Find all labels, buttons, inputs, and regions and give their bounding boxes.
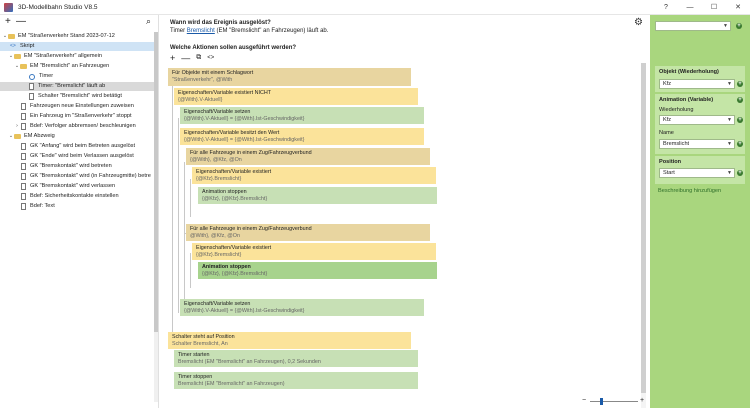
action-block-set-variable[interactable]: Eigenschaft/Variable setzen {@With}.V-Aktuell} = {@With}.Ist-Geschwindigkeit} (180, 107, 424, 124)
action-block-start-timer[interactable]: Timer starten Bremslicht (EM "Bremslicht" an Fahrzeugen), 0,2 Sekunden (174, 350, 418, 367)
zoom-in-button[interactable]: + (640, 397, 645, 404)
tree-item-event[interactable]: GK "Anfang" wird beim Betreten ausgelöst (0, 142, 158, 151)
add-icon[interactable]: + (737, 23, 741, 29)
action-block-condition[interactable]: Eigenschaften/Variable besitzt den Wert {@With}.V-Aktuell} = {@With}.Ist-Geschwindigkeit} (180, 128, 424, 145)
gear-icon[interactable]: ⚙ (634, 17, 643, 28)
trigger-description: Timer Bremslicht (EM "Bremslicht" an Fahrzeugen) läuft ab. (170, 28, 329, 34)
add-description-link[interactable]: Beschreibung hinzufügen (658, 188, 722, 194)
tree-item-event[interactable]: Bdef: Text (0, 202, 158, 211)
app-logo-icon (4, 3, 13, 12)
zoom-out-button[interactable]: − (582, 397, 587, 404)
document-icon (21, 113, 26, 120)
document-icon (21, 193, 26, 200)
tree-toolbar (0, 15, 158, 28)
action-block-foreach-vehicle[interactable]: Für alle Fahrzeuge in einem Zug/Fahrzeugverbund @With}, @Kfz, @On (186, 224, 430, 241)
add-icon[interactable]: + (738, 170, 742, 176)
chevron-down-icon[interactable]: ⌄ (8, 133, 14, 139)
chevron-down-icon: ▼ (727, 81, 732, 87)
trigger-question: Wann wird das Ereignis ausgelöst? (170, 20, 271, 26)
zoom-slider-track[interactable] (590, 401, 638, 402)
tree-item-folder[interactable]: ⌄ EM "Bremslicht" an Fahrzeugen (14, 63, 110, 69)
chevron-down-icon[interactable]: ⌄ (2, 33, 8, 39)
position-section: Position Start ▼ + (655, 156, 745, 184)
actions-question: Welche Aktionen sollen ausgeführt werden? (170, 45, 297, 51)
tree-scrollbar[interactable] (154, 32, 158, 402)
action-block-foreach-tag[interactable]: Für Objekte mit einem Schlagwort "Straßenverkehr", @With (168, 68, 411, 86)
properties-panel (650, 15, 750, 408)
animation-section: Animation (Variable) + Wiederholung Kfz ▼ + Name Bremslicht ▼ + (655, 94, 745, 154)
action-block-stop-timer[interactable]: Timer stoppen Bremslicht (EM "Bremslicht" an Fahrzeugen) (174, 372, 418, 389)
action-block-condition[interactable]: Eigenschaften/Variable existiert NICHT {@With}.V-Aktuell} (174, 88, 418, 105)
tree-item-folder[interactable]: ⌄ EM Abzweig (8, 133, 55, 139)
event-editor (160, 15, 649, 408)
minimize-button[interactable]: — (686, 4, 694, 11)
object-select[interactable]: Kfz ▼ (659, 79, 735, 89)
folder-icon (8, 34, 15, 39)
document-icon (29, 83, 34, 90)
remove-event-button[interactable]: — (16, 16, 26, 27)
maximize-button[interactable]: ☐ (710, 4, 718, 11)
copy-icon[interactable]: ⧉ (196, 54, 202, 61)
repetition-select[interactable]: Kfz ▼ (659, 115, 735, 125)
chevron-down-icon[interactable]: ⌄ (8, 53, 14, 59)
help-button[interactable]: ? (664, 4, 668, 11)
add-icon[interactable]: + (738, 117, 742, 123)
folder-icon (14, 134, 21, 139)
action-block-foreach-vehicle[interactable]: Für alle Fahrzeuge in einem Zug/Fahrzeugverbund {@With}, @Kfz, @On (186, 148, 430, 165)
action-block-switch-condition[interactable]: Schalter steht auf Position Schalter Bremslicht, An (168, 332, 411, 349)
editor-scrollbar[interactable] (641, 63, 646, 408)
window-title: 3D-Modellbahn Studio V8.5 (18, 3, 98, 11)
tree-item-event[interactable]: Schalter "Bremslicht" wird betätigt (0, 92, 158, 101)
chevron-down-icon: ▼ (727, 117, 732, 123)
window-controls (654, 0, 750, 15)
event-tree-panel (0, 15, 159, 408)
document-icon (21, 143, 26, 150)
nesting-line (184, 162, 185, 302)
action-block-stop-animation[interactable]: Animation stoppen {@Kfz}, {@Kfz}.Bremslicht} (198, 187, 437, 204)
nesting-line (190, 253, 191, 288)
document-icon (29, 93, 34, 100)
event-type-select[interactable] (655, 21, 731, 31)
tree-item-timer[interactable]: Timer (0, 72, 158, 81)
action-block-condition[interactable]: Eigenschaften/Variable existiert {@Kfz}.Bremslicht} (192, 167, 436, 184)
folder-icon (20, 64, 27, 69)
chevron-right-icon[interactable]: › (16, 123, 18, 129)
script-icon: <> (10, 43, 16, 49)
editor-scrollbar-thumb[interactable] (641, 63, 646, 393)
document-icon (21, 183, 26, 190)
tree-item-event-selected[interactable]: Timer: "Bremslicht" läuft ab (0, 82, 158, 91)
tree-item-folder[interactable]: ⌄ EM "Straßenverkehr" allgemein (8, 53, 102, 59)
add-event-button[interactable]: + (5, 16, 11, 27)
tree-scrollbar-thumb[interactable] (154, 32, 158, 332)
timer-icon (29, 74, 35, 80)
tree-item-event[interactable]: Ein Fahrzeug im "Straßenverkehr" stoppt (0, 112, 158, 121)
add-icon[interactable]: + (738, 141, 742, 147)
tree-item-event[interactable]: GK "Bremskontakt" wird verlassen (0, 182, 158, 191)
tree-item-script[interactable]: <> Skript (0, 42, 158, 51)
tree-item-event[interactable]: GK "Bremskontakt" wird (in Fahrzeugmitte) betre (0, 172, 158, 181)
action-block-stop-animation-selected[interactable]: Animation stoppen {@Kfz}, {@Kfz}.Bremslicht} (198, 262, 437, 279)
add-icon[interactable]: + (738, 81, 742, 87)
zoom-control (580, 397, 650, 405)
document-icon (21, 173, 26, 180)
add-action-button[interactable]: + (170, 53, 176, 63)
document-icon (21, 123, 26, 130)
tree-item-event[interactable]: GK "Bremskontakt" wird betreten (0, 162, 158, 171)
action-block-condition[interactable]: Eigenschaften/Variable existiert {@Kfz}.Bremslicht} (192, 243, 436, 260)
tree-item-event[interactable]: Bdef: Sicherheitskontakte einstellen (0, 192, 158, 201)
timer-link[interactable]: Bremslicht (186, 28, 215, 34)
tree-item-folder[interactable]: ⌄ EM "Straßenverkehr Stand 2023-07-12 (2, 33, 115, 39)
tree-item-event[interactable]: › Bdef: Verfolger abbremsen/ beschleunigen (0, 122, 158, 131)
actions-toolbar (170, 53, 214, 63)
code-icon[interactable]: <> (207, 55, 215, 61)
document-icon (21, 153, 26, 160)
chevron-down-icon[interactable]: ⌄ (14, 63, 20, 69)
remove-action-button[interactable]: — (181, 53, 191, 63)
name-select[interactable]: Bremslicht ▼ (659, 139, 735, 149)
document-icon (21, 203, 26, 210)
chevron-down-icon: ▼ (727, 141, 732, 147)
folder-icon (14, 54, 21, 59)
object-section: Objekt (Wiederholung) Kfz ▼ + (655, 66, 745, 92)
action-block-set-variable[interactable]: Eigenschaft/Variable setzen {@With}.V-Aktuell} = {@With}.Ist-Geschwindigkeit} (180, 299, 424, 316)
document-icon (21, 163, 26, 170)
nesting-line (190, 179, 191, 217)
zoom-slider-thumb[interactable] (600, 398, 603, 405)
position-select[interactable]: Start ▼ (659, 168, 735, 178)
close-button[interactable]: ✕ (735, 4, 741, 11)
chevron-down-icon: ▼ (727, 170, 732, 176)
search-icon[interactable]: ⌕ (146, 16, 152, 26)
tree-item-event[interactable]: GK "Ende" wird beim Verlassen ausgelöst (0, 152, 158, 161)
add-icon[interactable]: + (738, 97, 742, 103)
title-bar (0, 0, 750, 15)
tree-item-event[interactable]: Fahrzeugen neue Einstellungen zuweisen (0, 102, 158, 111)
nesting-line (178, 118, 179, 313)
nesting-line (172, 85, 173, 345)
chevron-down-icon: ▼ (723, 23, 728, 29)
document-icon (21, 103, 26, 110)
